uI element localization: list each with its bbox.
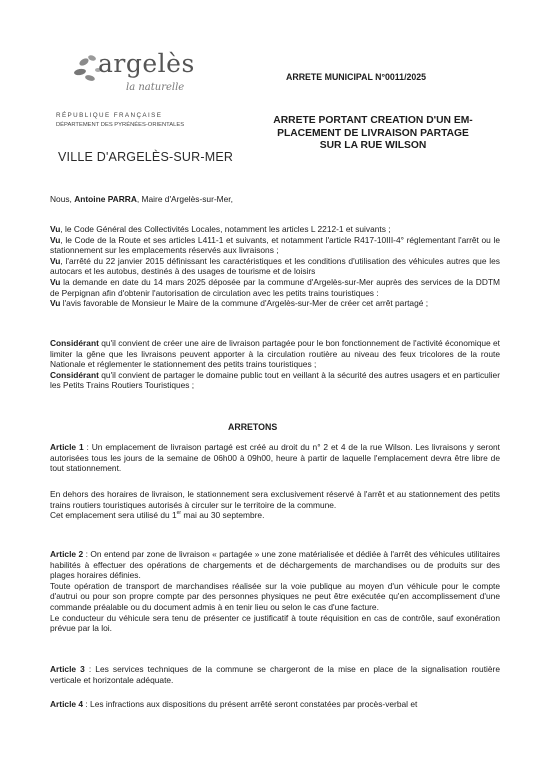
logo-wordmark: argelès xyxy=(98,49,195,78)
vu-text: la demande en date du 14 mars 2025 déposée par la commune d'Argelès-sur-Mer auprès des services de la DDTM de Perpignan afin d'obtenir l'autorisation de circulation avec les petits trains touristiques : xyxy=(50,276,500,298)
article-paragraph: Le conducteur du véhicule sera tenu de présenter ce justificatif à toute réquisition en cas de contrôle, sauf exonération prévue par la loi. xyxy=(50,612,500,634)
article-paragraph xyxy=(50,549,500,581)
article-paragraph: En dehors des horaires de livraison, le stationnement sera exclusivement réservé à l'arrêt et au stationnement des petits trains routiers touristiques autorisés à circuler sur le territoire de la commune. xyxy=(50,489,500,510)
considerant-item xyxy=(50,370,500,391)
considerant-keyword: Considérant xyxy=(50,338,99,348)
article-3 xyxy=(50,664,500,685)
vu-text: , le Code Général des Collectivités Locales, notamment les articles L 2212-1 et suivants ; xyxy=(60,224,391,234)
vu-keyword: Vu xyxy=(50,224,61,234)
logo-tagline: la naturelle xyxy=(126,82,185,93)
article-label: Article 2 xyxy=(50,549,84,559)
decree-number: ARRETE MUNICIPAL N°0011/2025 xyxy=(286,72,427,82)
vu-item xyxy=(50,235,500,256)
vu-text: , l'arrêté du 22 janvier 2015 définissant les caractéristiques et les conditions d'utilisation des véhicules autres que les autocars et les autobus, destinés à des usages de tourisme et de loisirs xyxy=(50,255,500,277)
considerant-section xyxy=(50,338,500,391)
article-paragraph xyxy=(50,510,500,521)
town-name: VILLE D'ARGELÈS-SUR-MER xyxy=(58,150,234,164)
vu-text: l'avis favorable de Monsieur le Maire de la commune d'Argelès-sur-Mer de créer cet arrêt partagé ; xyxy=(60,298,429,309)
article-paragraph: Toute opération de transport de marchandises réalisée sur la voie publique au moyen d'un véhicule pour le compte d'autrui ou pour son propre compte par des personnes physiques ne peut être exécutée qu'en accomplissement d'une commande préalable ou du document admis à en tenir lieu ou selon le cas d'une facture. xyxy=(50,580,500,612)
intro-prefix: Nous, xyxy=(50,194,75,204)
town-logo xyxy=(70,46,195,106)
decree-title xyxy=(236,115,510,153)
article-2 xyxy=(50,549,500,634)
vu-section xyxy=(50,224,500,309)
article-1-continued xyxy=(50,489,500,521)
article-label: Article 4 xyxy=(50,699,84,709)
article-text: : Les services techniques de la commune se chargeront de la mise en place de la signalisation routière verticale et horizontale adéquate. xyxy=(50,664,500,685)
considerant-text: qu'il convient de partager le domaine public tout en veillant à la sécurité des autres usagers et en particulier les Petits Trains Routiers Touristiques ; xyxy=(50,369,500,391)
article-text: : Un emplacement de livraison partagé est créé au droit du n° 2 et 4 de la rue Wilson. Les livraisons y seront autorisées tous les jours de la semaine de 06h00 à 09h00, heure à partir de laquelle l'emplacement devra être libre de tout stationnement. xyxy=(50,442,500,474)
article-label: Article 1 xyxy=(50,442,84,452)
ordinal-superscript: er xyxy=(176,510,182,517)
article-1 xyxy=(50,442,500,474)
vu-keyword: Vu xyxy=(50,298,61,309)
arretons-heading: ARRETONS xyxy=(228,422,278,432)
article-text: Cet emplacement sera utilisé du 1 xyxy=(50,510,177,521)
considerant-text: qu'il convient de créer une aire de livraison partagée pour le bon fonctionnement de l'activité économique et limiter la gêne que les livraisons peuvent apporter à la circulation routière au niveau des feux tricolores de la route Nationale et réglementer le stationnement des petits trains touristiques ; xyxy=(50,338,500,370)
article-text: : Les infractions aux dispositions du présent arrêté seront constatées par procès-verbal et xyxy=(83,699,418,709)
decree-title-line: PLACEMENT DE LIVRAISON PARTAGE xyxy=(277,127,469,139)
considerant-keyword: Considérant xyxy=(50,369,99,380)
republic-label: RÉPUBLIQUE FRANÇAISE xyxy=(56,112,163,119)
vu-keyword: Vu xyxy=(50,234,61,245)
article-4 xyxy=(50,699,500,710)
decree-title-line: SUR LA RUE WILSON xyxy=(319,140,427,151)
decree-title-line: ARRETE PORTANT CREATION D'UN EM- xyxy=(273,115,473,126)
vu-item xyxy=(50,298,500,309)
article-label: Article 3 xyxy=(50,664,85,674)
intro-paragraph xyxy=(50,194,500,205)
vu-item xyxy=(50,256,500,277)
vu-keyword: Vu xyxy=(50,276,61,287)
considerant-item xyxy=(50,338,500,370)
vu-item xyxy=(50,277,500,298)
department-label: DÉPARTEMENT DES PYRÉNÉES-ORIENTALES xyxy=(56,122,185,128)
article-text: mai au 30 septembre. xyxy=(181,510,265,521)
vu-text: , le Code de la Route et ses articles L411-1 et suivants, et notamment l'article R417-10III-4° réglementant l'arrêt ou le stationnement sur les emplacements réservés aux livraisons ; xyxy=(50,234,500,256)
vu-keyword: Vu xyxy=(50,255,61,266)
article-text: : On entend par zone de livraison « partagée » une zone matérialisée et dédiée à l'arrêt des véhicules utilitaires habilités à effectuer des opérations de chargements et de déchargements de marchandises ou de produits sur des plages horaires définies. xyxy=(50,549,500,581)
vu-item xyxy=(50,224,500,235)
mayor-name: Antoine PARRA xyxy=(74,194,137,204)
intro-suffix: , Maire d'Argelès-sur-Mer, xyxy=(136,194,233,204)
